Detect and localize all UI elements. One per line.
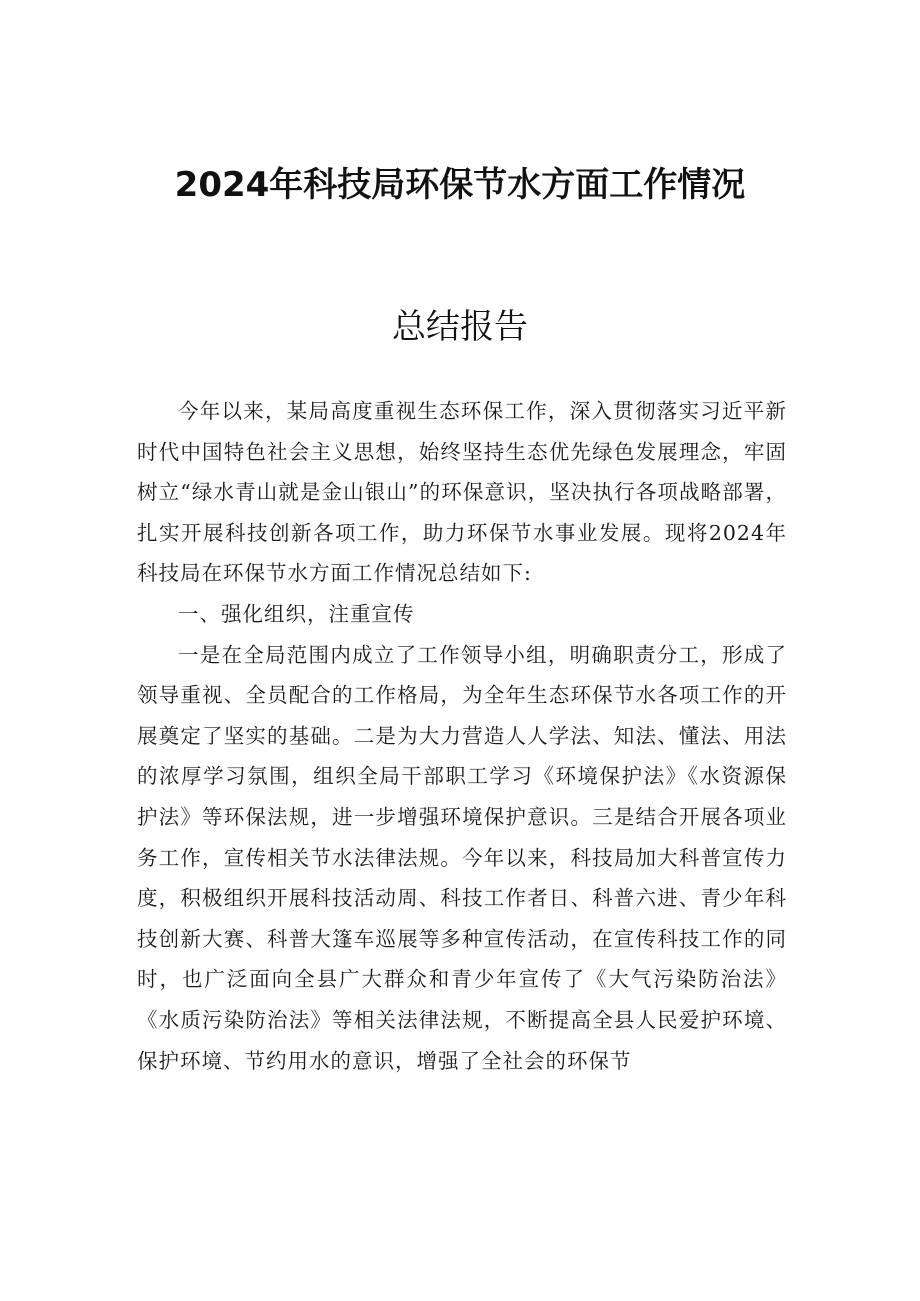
document-body (137, 391, 787, 1081)
section-1-paragraph: 一是在全局范围内成立了工作领导小组，明确职责分工，形成了领导重视、全员配合的工作格局，为全年生态环保节水各项工作的开展奠定了坚实的基础。二是为大力营造人人学法、知法、懂法、用法的浓厚学习氛围，组织全局干部职工学习《环境保护法》《水资源保护法》等环保法规，进一步增强环境保护意识。三是结合开展各项业务工作，宣传相关节水法律法规。今年以来，科技局加大科普宣传力度，积极组织开展科技活动周、科技工作者日、科普六进、青少年科技创新大赛、科普大篷车巡展等多种宣传活动，在宣传科技工作的同时，也广泛面向全县广大群众和青少年宣传了《大气污染防治法》《水质污染防治法》等相关法律法规，不断提高全县人民爱护环境、保护环境、节约用水的意识，增强了全社会的环保节 (137, 642, 787, 1073)
document-title-line-2: 总结报告 (392, 307, 528, 347)
intro-paragraph: 今年以来，某局高度重视生态环保工作，深入贯彻落实习近平新时代中国特色社会主义思想，始终坚持生态优先绿色发展理念，牢固树立“绿水青山就是金山银山”的环保意识，坚决执行各项战略部署，扎实开展科技创新各项工作，助力环保节水事业发展。现将2024年科技局在环保节水方面工作情况总结如下: (137, 399, 787, 586)
document-title-line-1: 2024年科技局环保节水方面工作情况 (174, 165, 746, 205)
section-heading-1: 一、强化组织，注重宣传 (178, 601, 415, 626)
